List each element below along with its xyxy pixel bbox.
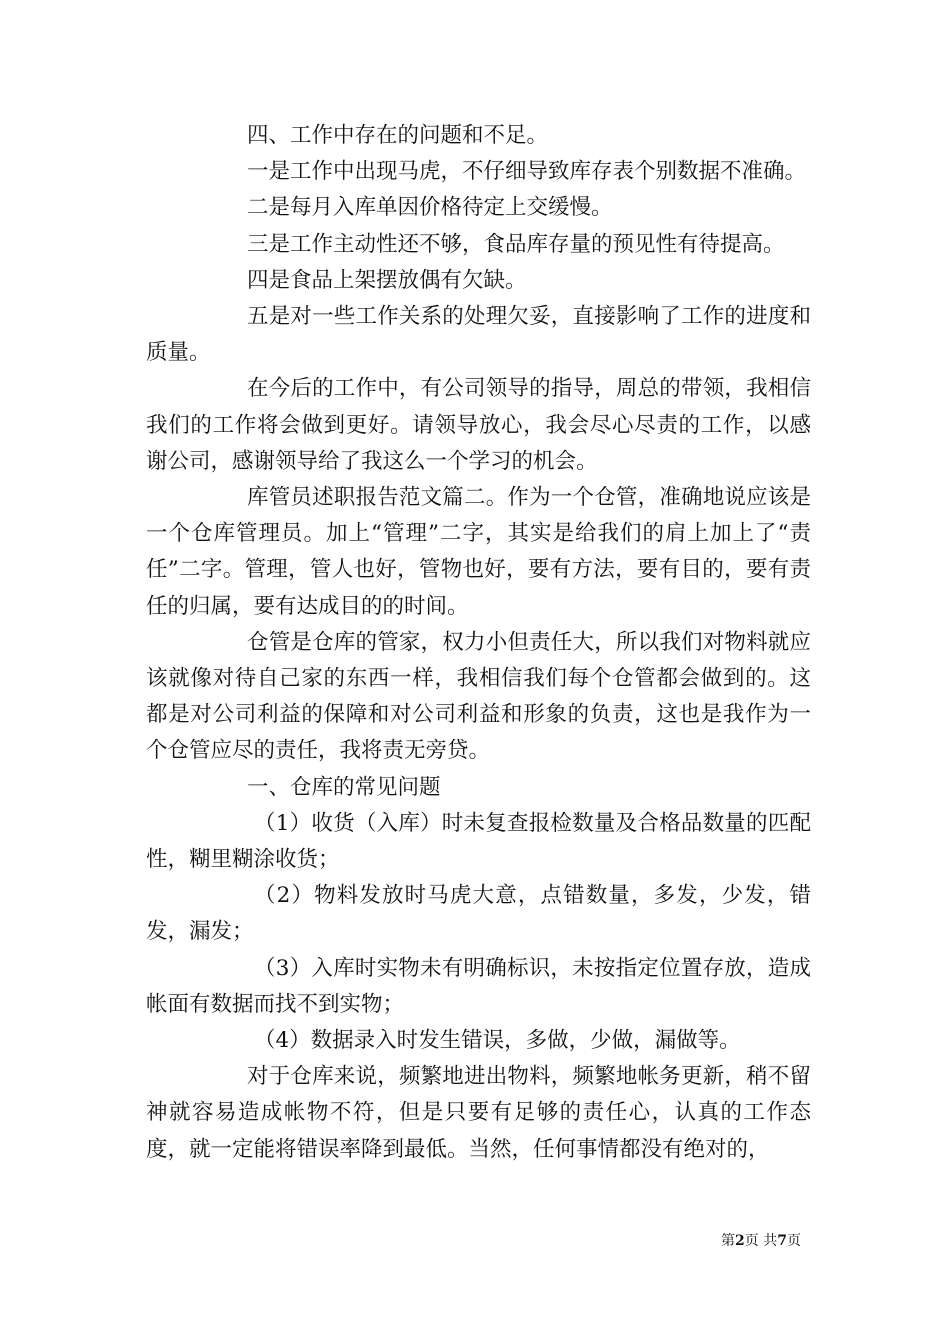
page-number-footer [721, 1232, 801, 1250]
paragraph: 在今后的工作中，有公司领导的指导，周总的带领，我相信我们的工作将会做到更好。请领导放心，我会尽心尽责的工作，以感谢公司，感谢领导给了我这么一个学习的机会。 [146, 376, 811, 474]
footer-suffix: 页 [786, 1233, 801, 1249]
section-heading: 一、仓库的常见问题 [247, 774, 441, 800]
list-item: （4）数据录入时发生错误，多做，少做，漏做等。 [254, 1028, 741, 1054]
paragraph: 对于仓库来说，频繁地进出物料，频繁地帐务更新，稍不留神就容易造成帐物不符，但是只要有足够的责任心，认真的工作态度，就一定能将错误率降到最低。当然，任何事情都没有绝对的， [146, 1064, 811, 1162]
paragraph: 四是食品上架摆放偶有欠缺。 [247, 267, 527, 293]
list-item: （2）物料发放时马虎大意，点错数量，多发，少发，错发，漏发； [146, 883, 811, 945]
current-page-number: 2 [735, 1233, 745, 1249]
list-item: （1）收货（入库）时未复查报检数量及合格品数量的匹配性，糊里糊涂收货； [146, 810, 811, 873]
paragraph: 五是对一些工作关系的处理欠妥，直接影响了工作的进度和质量。 [146, 304, 811, 366]
document-body [146, 118, 811, 1168]
footer-prefix: 第 [721, 1233, 735, 1249]
paragraph: 库管员述职报告范文篇二。作为一个仓管，准确地说应该是一个仓库管理员。加上“管理”二字，其实是给我们的肩上加上了“责任”二字。管理，管人也好，管物也好，要有方法，要有目的，要有责任的归属，要有达成目的的时间。 [146, 485, 811, 619]
paragraph: 三是工作主动性还不够，食品库存量的预见性有待提高。 [247, 231, 785, 257]
footer-middle: 页 共 [744, 1233, 778, 1249]
paragraph: 二是每月入库单因价格待定上交缓慢。 [247, 195, 613, 221]
paragraph: 一是工作中出现马虎，不仔细导致库存表个别数据不准确。 [247, 159, 807, 185]
total-pages-number: 7 [777, 1233, 787, 1249]
paragraph: 四、工作中存在的问题和不足。 [247, 123, 549, 148]
list-item: （3）入库时实物未有明确标识，未按指定位置存放，造成帐面有数据而找不到实物； [146, 955, 811, 1017]
paragraph: 仓管是仓库的管家，权力小但责任大，所以我们对物料就应该就像对待自己家的东西一样，我相信我们每个仓管都会做到的。这都是对公司利益的保障和对公司利益和形象的负责，这也是我作为一个仓管应尽的责任，我将责无旁贷。 [146, 629, 811, 764]
